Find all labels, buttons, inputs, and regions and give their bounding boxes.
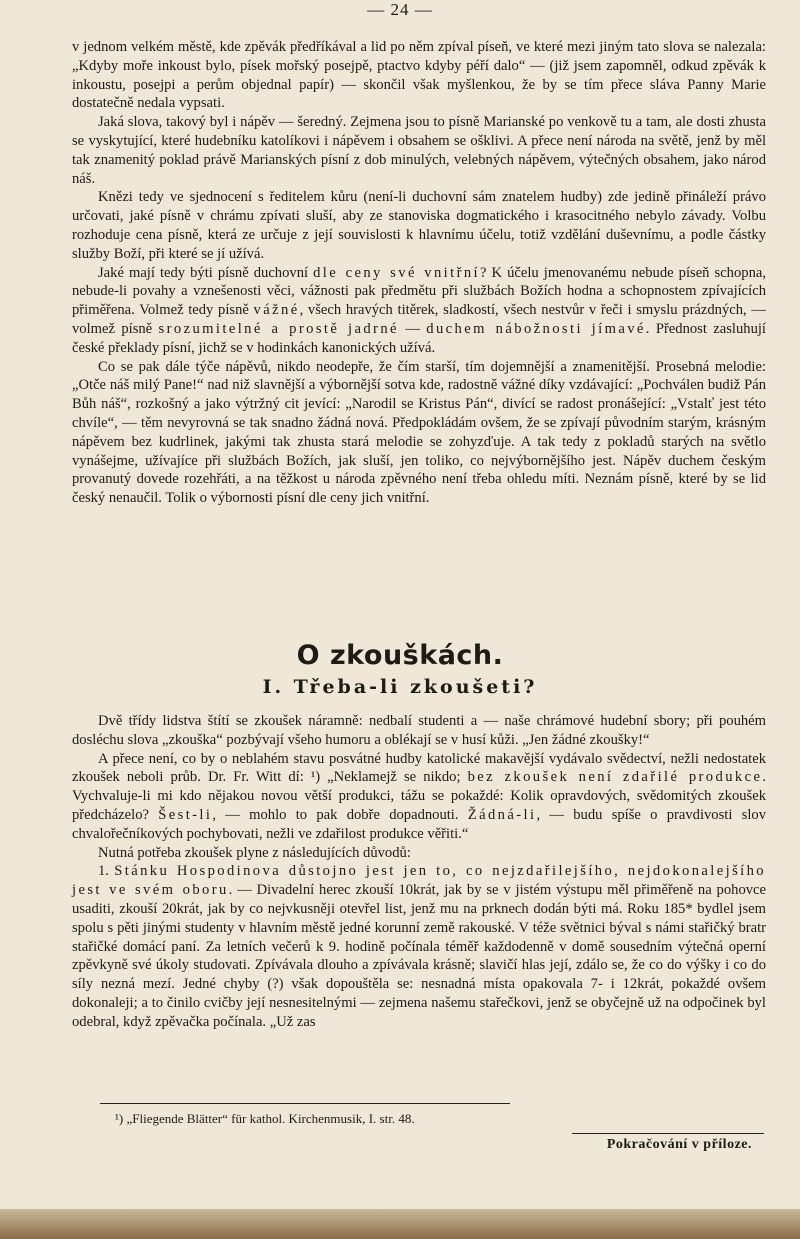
emphasis: dle ceny své vnitřní — [313, 264, 480, 281]
continued-divider — [572, 1133, 764, 1134]
text-run: , — mohlo to pak dobře dopadnouti. — [212, 806, 468, 823]
paragraph-witt-quote — [72, 750, 766, 844]
text-run: ? K účelu jmenovanému nebude píseň schopna, nebude-li povahy a vznešenosti věci, vážnosti pak předmětu při službách Božích hodna a schopnostem zpívajících přiměřena. Volmež tedy písně — [72, 264, 766, 319]
emphasis: Šest-li — [158, 806, 213, 823]
paragraph: v jednom velkém městě, kde zpěvák předříkával a lid po něm zpíval píseň, ve které mezi jiným tato slova se nalezala: „Kdyby moře inkoust bylo, písek mořský posejpě, ptactvo kdyby péří dalo“ — (již jsem zapomněl, odkud zpěvák k inkoustu, posejpi a perům objednal papír) — skončil však myšlenkou, že by se tím přece sláva Panny Marie dostatečně nedala vypsati. — [72, 39, 766, 112]
text-run: . — Divadelní herec zkouší 10krát, jak by se v jistém výstupu měl přiměřeně na pohovce usaditi, zkouší 20krát, jak by co nejvkusněji otevřel list, jenž mu na prknech dodán býti má. Roku 185* bydlel jsem spolu s pěti jinými studenty v hlavním městě jedné korunní země rakouské. V téže světnici býval s námi stařičký bratr stařičké domácí paní. Za letních večerů k 9. hodině počínala téměř každodenně v domě sousedním výtečná operní zpěvkyně své úkoly studovati. Zpívávala dlouho a zpívávala krásně; slavičí hlas její, zdálo se, že co do výšky i co do síly nezná mezí. Jedné chyby (?) však dopouštěla se: nesnadná místa opakovala 7- i 12krát, pokaždé ovšem dokonaleji; a to činilo cvičby její nesnesitelnými — zejmena našemu stařečkovi, jenž se obyčejně už na odpočinek byl odebral, když zpěvačka počínala. „Už zas — [72, 882, 766, 1030]
text-run: — — [398, 320, 427, 337]
footnote: ¹) „Fliegende Blätter“ für kathol. Kirchenmusik, I. str. 48. — [115, 1111, 415, 1126]
footnote-divider — [100, 1103, 510, 1104]
section-title: O zkouškách. — [296, 640, 504, 671]
text-run: . Přednost zasluhují české překlady písní, jichž se v hodinkách kanonických užívá. — [72, 320, 766, 356]
emphasis: Stánku Hospodinova důstojno jest jen to, co nejzdařilejšího, nejdokonalejšího jest ve svém oboru — [72, 863, 767, 899]
text-run: 1. — [98, 863, 115, 880]
continued-note: Pokračování v příloze. — [606, 1137, 752, 1152]
paragraph-reason-1 — [72, 862, 766, 1031]
paragraph: Knězi tedy ve sjednocení s ředitelem kůru (není-li duchovní sám znatelem hudby) zde jedině přináleží právo určovati, jaké písně v chrámu zpívati sluší, aby ze stanoviska dogmatického i krasocitného nebylo závady. Volbu rozhoduje cena písně, která ze určuje z její souvislosti k hlavnímu účelu, totiž vzdělání duševnímu, a podle částky služby Boží, při které se jí užívá. — [72, 189, 766, 262]
paragraph: Dvě třídy lidstva štítí se zkoušek náramně: nedbalí studenti a — naše chrámové hudební sbory; při pouhém dosléchu slova „zkouška“ pozbývají všeho humoru a oblékají se v husí kůži. „Jen žádné zkoušky!“ — [72, 713, 766, 748]
emphasis: bez zkoušek není zdařilé produkce — [467, 769, 763, 786]
text-run: , všech hravých titěrek, sladkostí, všech nestvůr v řeči i smyslu prázdných, — volmež písně — [72, 302, 766, 337]
emphasis: vážné — [253, 302, 300, 319]
page-number: — 24 — — [367, 0, 433, 19]
paragraph: Nutná potřeba zkoušek plyne z následujících důvodů: — [98, 844, 411, 861]
emphasis: Žádná-li — [467, 806, 537, 823]
text-run: A přece není, co by o neblahém stavu posvátné hudby katolické makavější vydávalo svědectví, nežli nedostatek zkoušek neboli průb. Dr. Fr. Witt dí: ¹) „Neklamejž se nikdo; — [72, 750, 766, 786]
subsection-title: I. Třeba-li zkoušeti? — [262, 676, 538, 698]
text-run: . Vychvaluje-li mi kdo nějakou novou větší produkci, tážu se pokaždé: Kolik opravdových, svědomitých zkoušek předcházelo? — [72, 769, 766, 823]
bottom-text-block — [72, 712, 766, 1032]
paragraph: Jaká slova, takový byl i nápěv — šeredný. Zejmena jsou to písně Marianské po venkově tu a tam, ale dosti zhusta se vyskytující, které hudebníku katolíkovi i nápěvem i obsahem se ošklivi. A přece není národa na světě, jenž by měl tak znamenitý poklad právě Marianských písní z dob minulých, velebných nápěvem, výtečných obsahem, jako národ náš. — [72, 114, 766, 187]
text-run: , — budu spíše o pravdivosti slov chvalořečníkových pochybovati, nežli ve zdařilost produkce věřiti.“ — [72, 806, 766, 842]
page-bottom-edge — [0, 1209, 800, 1239]
emphasis: srozumitelné a prostě jadrné — [158, 320, 399, 337]
paragraph: Co se pak dále týče nápěvů, nikdo neodepře, že čím starší, tím dojemnější a znamenitější. Prosebná melodie: „Otče náš milý Pane!“ nad niž slavnější a výbornější sotva kde, radostně vážné díky vzdávající: „Pochválen budiž Pán Bůh náš“, rozkošný a jako výtržný cit jevící: „Narodil se Kristus Pán“, divící se radost pronášející: „Vstalť jest této chvíle“, — těm nevyrovná se tak snadno žádná nová. Předpokládám ovšem, že se zpívají původním starým, krásným nápěvem bez kudrlinek, jakými tak zhusta stará melodie se zohyzďuje. A tak tedy z pokladů starých na světlo vynášejme, užívajíce při službách Božích, jak sluší, jen toliko, co nejvýbornějšího jest. Nápěv duchem českým provanutý dovede rozehřáti, a na těžkost u národa zpěvného není třeba ohledu míti. Neznám písně, které by se lid český nenaučil. Tolik o výbornosti písní dle ceny jich vnitřní. — [72, 358, 766, 507]
emphasis: duchem nábožnosti jímavé — [426, 320, 646, 337]
top-text-block — [72, 38, 766, 508]
paragraph-spiritual-songs — [72, 264, 766, 358]
text-run: Jaké mají tedy býti písně duchovní — [98, 264, 314, 281]
